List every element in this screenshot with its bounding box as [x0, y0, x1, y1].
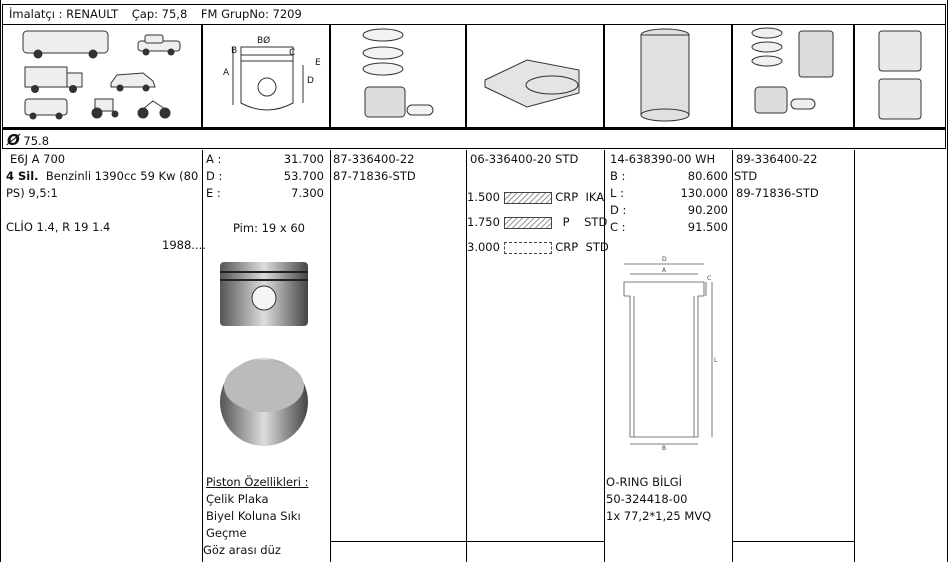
piston-pin-size: Pim: 19 x 60 — [233, 221, 305, 235]
piston-dim-value: 7.300 — [291, 186, 324, 200]
divider — [732, 541, 855, 542]
ring-item: 1.750 P STD — [467, 215, 608, 229]
piston-features-title: Piston Özellikleri : — [206, 475, 309, 489]
liner-dim-value: 90.200 — [687, 203, 728, 217]
piston-dim-value: 53.700 — [283, 169, 324, 183]
kit-size: STD — [734, 169, 758, 183]
cylinder-liner-image-cell — [604, 25, 732, 128]
divider — [202, 150, 203, 562]
bore-diameter: Çap: 75,8 — [131, 7, 188, 21]
liner-label-c: C — [707, 275, 712, 282]
liner-dim-value: 80.600 — [687, 169, 728, 183]
vehicles-cell — [2, 25, 202, 128]
ring-compressor-icon — [467, 25, 603, 125]
diameter-icon: Ø — [7, 131, 20, 149]
liner-dim-label: B : — [610, 169, 626, 183]
ring-profile-icon — [504, 192, 552, 204]
oring-title: O-RING BİLGİ — [606, 475, 683, 489]
piston-dim-label: D : — [206, 169, 223, 183]
divider — [330, 150, 331, 562]
diameter-value: 75.8 — [23, 134, 50, 148]
piston-dim-label: E : — [206, 186, 221, 200]
kit-image-cell — [732, 25, 854, 128]
group-number: FM GrupNo: 7209 — [200, 7, 302, 21]
piston-dimension-diagram-cell — [202, 25, 330, 128]
vehicles-icon — [3, 25, 201, 125]
liner-label-d: D — [662, 256, 667, 263]
header-row — [2, 4, 946, 25]
ring-profile-icon — [504, 242, 552, 254]
ring-compressor-image-cell — [466, 25, 604, 128]
piston-rings-image-cell — [330, 25, 466, 128]
piston-photo — [218, 254, 310, 448]
engine-code: E6J A 700 — [10, 152, 66, 166]
cylinder-liner-icon — [605, 25, 731, 125]
piston-dimension-diagram — [203, 25, 329, 125]
kit-part-code: 89-336400-22 — [736, 152, 818, 166]
liner-dim-label: C : — [610, 220, 626, 234]
liner-dim-label: D : — [610, 203, 627, 217]
piston-section-image-cell — [854, 25, 946, 128]
piston-part-code: 87-71836-STD — [333, 169, 416, 183]
piston-part-code: 87-336400-22 — [333, 152, 415, 166]
liner-dim-value: 130.000 — [680, 186, 728, 200]
diagram-label-a: A — [223, 68, 230, 78]
ring-item: 1.500 CRP IKA — [467, 190, 605, 204]
liner-label-b: B — [662, 445, 667, 452]
ring-item: 3.000 CRP STD — [467, 240, 609, 254]
piston-section-icon — [855, 25, 945, 125]
kit-part-code: 89-71836-STD — [736, 186, 819, 200]
diameter-row — [2, 128, 946, 149]
divider — [604, 150, 605, 562]
divider — [732, 150, 733, 562]
liner-label-a: A — [662, 267, 667, 274]
diagram-label-d: D — [307, 76, 314, 86]
engine-description-cont: PS) 9,5:1 — [6, 186, 58, 200]
liner-part-code: 14-638390-00 WH — [610, 152, 716, 166]
divider — [466, 150, 467, 562]
piston-dim-label: A : — [206, 152, 222, 166]
ring-profile-icon — [504, 217, 552, 229]
manufacturer: İmalatçı : RENAULT — [9, 7, 119, 21]
piston-feature: Göz arası düz — [203, 543, 281, 557]
piston-feature: Çelik Plaka — [206, 492, 269, 506]
liner-dim-value: 91.500 — [687, 220, 728, 234]
liner-drawing — [612, 252, 722, 452]
vehicle-models: CLİO 1.4, R 19 1.4 — [6, 220, 111, 234]
engine-description: 4 Sil. Benzinli 1390cc 59 Kw (80 — [6, 169, 199, 183]
oring-code: 50-324418-00 — [606, 492, 688, 506]
diagram-label-bo: BØ — [257, 36, 271, 46]
piston-with-rings-icon — [331, 25, 465, 125]
diagram-label-c: C — [289, 48, 296, 58]
liner-label-l: L — [714, 357, 718, 364]
divider — [330, 541, 605, 542]
ring-set-code: 06-336400-20 STD — [470, 152, 579, 166]
piston-feature: Geçme — [206, 526, 247, 540]
piston-kit-icon — [733, 25, 853, 125]
diagram-label-e: E — [315, 58, 321, 68]
divider — [854, 150, 855, 562]
liner-dim-label: L : — [610, 186, 624, 200]
piston-feature: Biyel Koluna Sıkı — [206, 509, 301, 523]
oring-size: 1x 77,2*1,25 MVQ — [606, 509, 712, 523]
diagram-label-b: B — [231, 46, 238, 56]
piston-dim-value: 31.700 — [283, 152, 324, 166]
production-year: 1988.... — [162, 238, 206, 252]
